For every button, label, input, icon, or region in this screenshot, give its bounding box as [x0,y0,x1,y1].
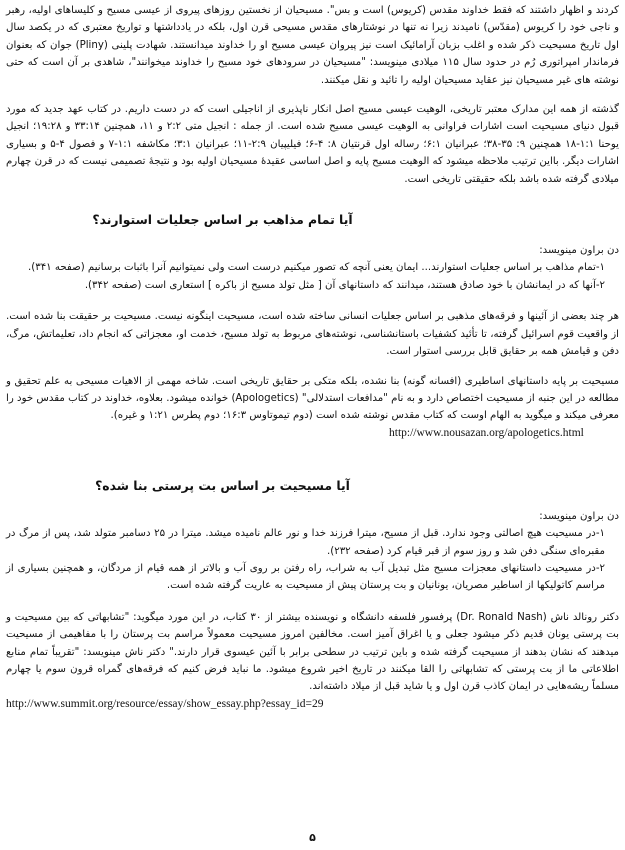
section2-quote-2: ۲-در مسیحیت داستانهای معجزات مسیح مثل تبدیل آب به شراب، راه رفتن بر روی آب و بالاتر از همه قیام از مردگان، و همچنین بسیاری از مراسم کاتولیکها از اساطیر مصریان، یونانیان و بت پرستان پیش از مسیحیت به عاریت گرفته شده است. [6,562,605,592]
section2-lead: دن براون مینویسد: [539,510,619,522]
section1-quote-1: ۱-تمام مذاهب بر اساس جعلیات استوارند... ایمان یعنی آنچه که تصور میکنیم درست است ولی نمیتوانیم آنرا باثبات برسانیم (صفحه ۳۴۱). [28,262,605,274]
section2-source-link[interactable]: http://www.summit.org/resource/essay/show_essay.php?essay_id=29 [6,697,324,710]
section2-paragraph-1: دکتر رونالد ناش (Dr. Ronald Nash) پرفسور فلسفه دانشگاه و نویسنده بیشتر از ۳۰ کتاب، در این مورد میگوید: "تشابهاتی که بین مسیحیت و بت پرستی یونان قدیم ذکر میشود جعلی و یا اغراق آمیز است. مخالفین امروز مسیحیت معمولاً مراسم بت پرستان را با مفاهیمی از مسیحیت میدهند که نشان بدهند از مسیحیت گرفته شده و باین ترتیب در سطحی برابر با آئین عیسوی قرار دارند." دکتر ناش مینویسد: "تقریباً تمام منابع اطلاعاتی ما از بت پرستی که تشابهاتی را القا میکنند در تاریخ اخیر شروع میشود. ما نباید فرض کنیم که فرقه‌های گمراه قرون سوم یا چهارم مسلماً ریشه‌هایی در ایمان کاذب قرن اول و یا شاید قبل از میلاد داشته‌اند. [6,611,619,693]
page-number: ۵ [309,831,316,844]
section2-heading: آیا مسیحیت بر اساس بت پرستی بنا شده؟ [95,477,350,493]
section1-source-link[interactable]: http://www.nousazan.org/apologetics.html [389,426,584,439]
section1-paragraph-2: مسیحیت بر پایه داستانهای اساطیری (افسانه گونه) بنا نشده، بلکه متکی بر حقایق تاریخی است. شاخه مهمی از الاهیات مسیحی به علم تحقیق و مطالعه در این جنبه از مسیحیت اختصاص دارد و به نام "مدافعات استدلالی" (Apologetics) خوانده میشود. بعلاوه، خداوند در کتاب مقدس خود را معرفی میکند و میگوید به الهام اوست که کتاب مقدس نوشته شده است (دوم تیموتاوس ۱۶:۳؛ دوم پطرس ۱:۲۱ و غیره). [6,375,619,422]
intro-paragraph-2: گذشته از همه این مدارک معتبر تاریخی، الوهیت عیسی مسیح اصل انکار ناپذیری از اناجیلی است که در دست داریم. در کتاب عهد جدید که مورد قبول دنیای مسیحیت است اشارات فراوانی به الوهیت عیسی مسیح شده است. از جمله : انجیل متی ۲:۲ و ۱۱، همچنین ۳۳:۱۴ و ۱۹:۲۸؛ انجیل یوحنا ۱:۱-۱۸ همچنین ۹: ۳۵-۳۸؛ عبرانیان ۶:۱؛ رساله اول قرنتیان ۸: ۴-۶؛ فیلیپیان ۲:۹-۱۱؛ عبرانیان ۳:۱؛ مکاشفه ۱:۱-۷ و فصول ۴-۵ و بسیاری اشارات دیگر. بااین ترتیب ملاحظه میشود که الوهیت مسیح پایه و اصل اساسی عقیدهٔ مسیحیان اولیه بود و نتیجهٔ تصمیمی نیست که در قرن چهارم میلادی گرفته شده باشد بلکه حقیقتی تاریخی است. [6,104,620,185]
intro-paragraph-1: کردند و اظهار داشتند که فقط خداوند مقدس (کریوس) است و بس". مسیحیان از نخستین روزهای پیروی از عیسی مسیح و کلیساهای اولیه، رهبر و ناجی خود را کریوس (مقدّس) نامیدند زیرا نه تنها در نوشتارهای مقدس مسیحی قرن اول، بلکه در یادداشتها و تواریخ معتبری که در یکصد سال اول تاریخ مسیحیت ذکر شده و اغلب بزبان آرامائیک است نیز پیروان عیسی مسیح او را خداوند میدانستند. شهادت پلینی (Pliny) جوان که بعنوان فرماندار امپراتوری رُم در حدود سال ۱۱۵ میلادی مینویسد: "مسیحیان در سرودهای خود مسیح را خداوند میخوانند"، شاهدی بر آن است که حتی نوشته های غیر مسیحیان نیز عقاید مسیحیان اولیه را تائید و نقل میکنند. [6,5,620,86]
section1-paragraph-1: هر چند بعضی از آئینها و فرقه‌های مذهبی بر اساس جعلیات انسانی ساخته شده است، مسیحیت اینگونه نیست. مسیحیت بر حقیقت بنا شده است. از واقعیت قوم اسرائیل گرفته، تا تأئید کشفیات باستانشناسی، نوشته‌های مربوط به تولد مسیح، خدمت او، معجزاتی که انجام داد، تعلیماتش، مرگ، دفن و قیامش همه بر حقایق قابل بررسی استوار است. [6,311,619,358]
section2-quote-1: ۱-در مسیحیت هیچ اصالتی وجود ندارد. قبل از مسیح، میترا فرزند خدا و نور عالم نامیده میشد. میترا در ۲۵ دسامبر متولد شد، پس از مرگ در مقبره‌ای سنگی دفن شد و روز سوم از قبر قیام کرد (صفحه ۲۳۲). [6,528,605,557]
section1-heading: آیا تمام مذاهب بر اساس جعلیات استوارند؟ [92,212,353,228]
section1-lead: دن براون مینویسد: [539,245,619,257]
section1-quote-2: ۲-آنها که در ایمانشان با خود صادق هستند، میدانند که داستانهای آن [ مثل تولد مسیح از باکره ] استعاری است (صفحه ۳۴۲). [84,279,605,291]
